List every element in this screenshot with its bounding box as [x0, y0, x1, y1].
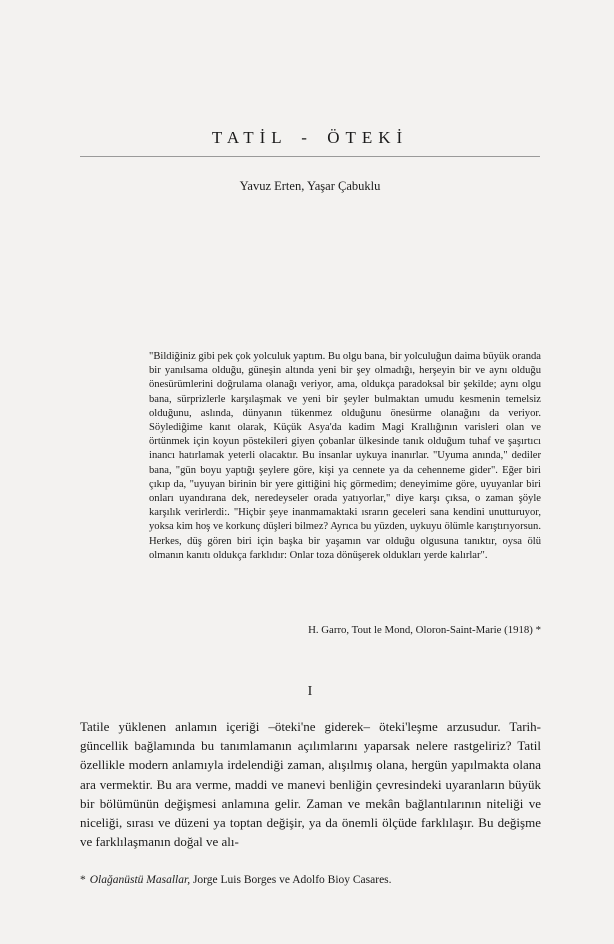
footnote-book-title: Olağanüstü Masallar, — [89, 874, 191, 886]
footnote-mark: * — [80, 874, 86, 886]
body-paragraph: Tatile yüklenen anlamın içeriği –öteki'ne giderek– öteki'leşme arzusudur. Tarih-güncellik bağlamında bu tanımlamanın açılımlarını yaparsak nelere rastgeliriz? Tatil özellikle modern anlamıyla irdelendiği zaman, alışılmış olana, hergün yapılmakta olana ara vermektir. Bu ara verme, maddi ve manevi benliğin çevresindeki uyaranların büyük bir bölümünün değişmesi anlamına gelir. Zaman ve mekân bağlantılarının niteliği ve niceliği, sırası ve düzeni ya toptan değişir, ya da önemli ölçüde farklılaşır. Bu değişme ve farklılaşmanın doğal ve alı- — [80, 719, 541, 850]
title-divider — [80, 156, 540, 157]
footnote — [80, 874, 540, 886]
article-title: TATİL - ÖTEKİ — [211, 128, 409, 147]
section-number: I — [307, 684, 313, 699]
author-line: Yavuz Erten, Yaşar Çabuklu — [239, 179, 381, 193]
footnote-text: Jorge Luis Borges ve Adolfo Bioy Casares. — [190, 874, 392, 886]
epigraph-attribution: H. Garro, Tout le Mond, Oloron-Saint-Marie (1918) * — [308, 624, 541, 636]
epigraph-quote: "Bildiğiniz gibi pek çok yolculuk yaptım. Bu olgu bana, bir yolculuğun daima büyük oranda bir yanılsama olduğu, güneşin altında yeni bir şey olmadığı, herşeyin bir ve aynı olduğu önesürümlerini doğrulama olanağı veriyor, ama, oldukça paradoksal bir şekilde; aynı olgu bana, sürprizlerle karşılaşmak ve yeni bir şeyler bulmaktan umudu kesmenin temelsiz olduğunu, aslında, dünyanın tükenmez olduğunu önesürme olanağını da veriyor. Söylediğime kanıt olarak, Küçük Asya'da kadim Magi Krallığının varisleri olan ve örtünmek için koyun pöstekileri giyen çobanlar ülkesinde tanık olduğum tuhaf ve şaşırtıcı inancı hatırlamak yeterli olacaktır. Bu insanlar uykuya inanırlar. "Uyuma anında," dediler bana, "gün boyu yaptığı şeylere göre, kişi ya cennete ya da cehenneme gider". Eğer biri çıkıp da, "uyuyan birinin bir yere gittiğini hiç görmedim; deneyimime göre, uyuyanlar biri onları uyandırana dek, neredeyseler orada yatıyorlar," diye karşı çıksa, o zaman şöyle karşılık verirlerdi:. "Hiçbir şeye inanmamaktaki ısrarın geceleri sana kendini unutturuyor, yoksa kim hoş ve korkunç düşleri bilmez? Ayrıca bu yüzden, uykuyu ölümle karıştırıyorsun. Herkes, düş gören biri için başka bir yaşamın var olduğu olgusuna tanıktır, oysa ölü olmanın kanıtı oldukça farklıdır: Onlar toza dönüşerek oldukları yerde kalırlar". — [149, 351, 541, 561]
